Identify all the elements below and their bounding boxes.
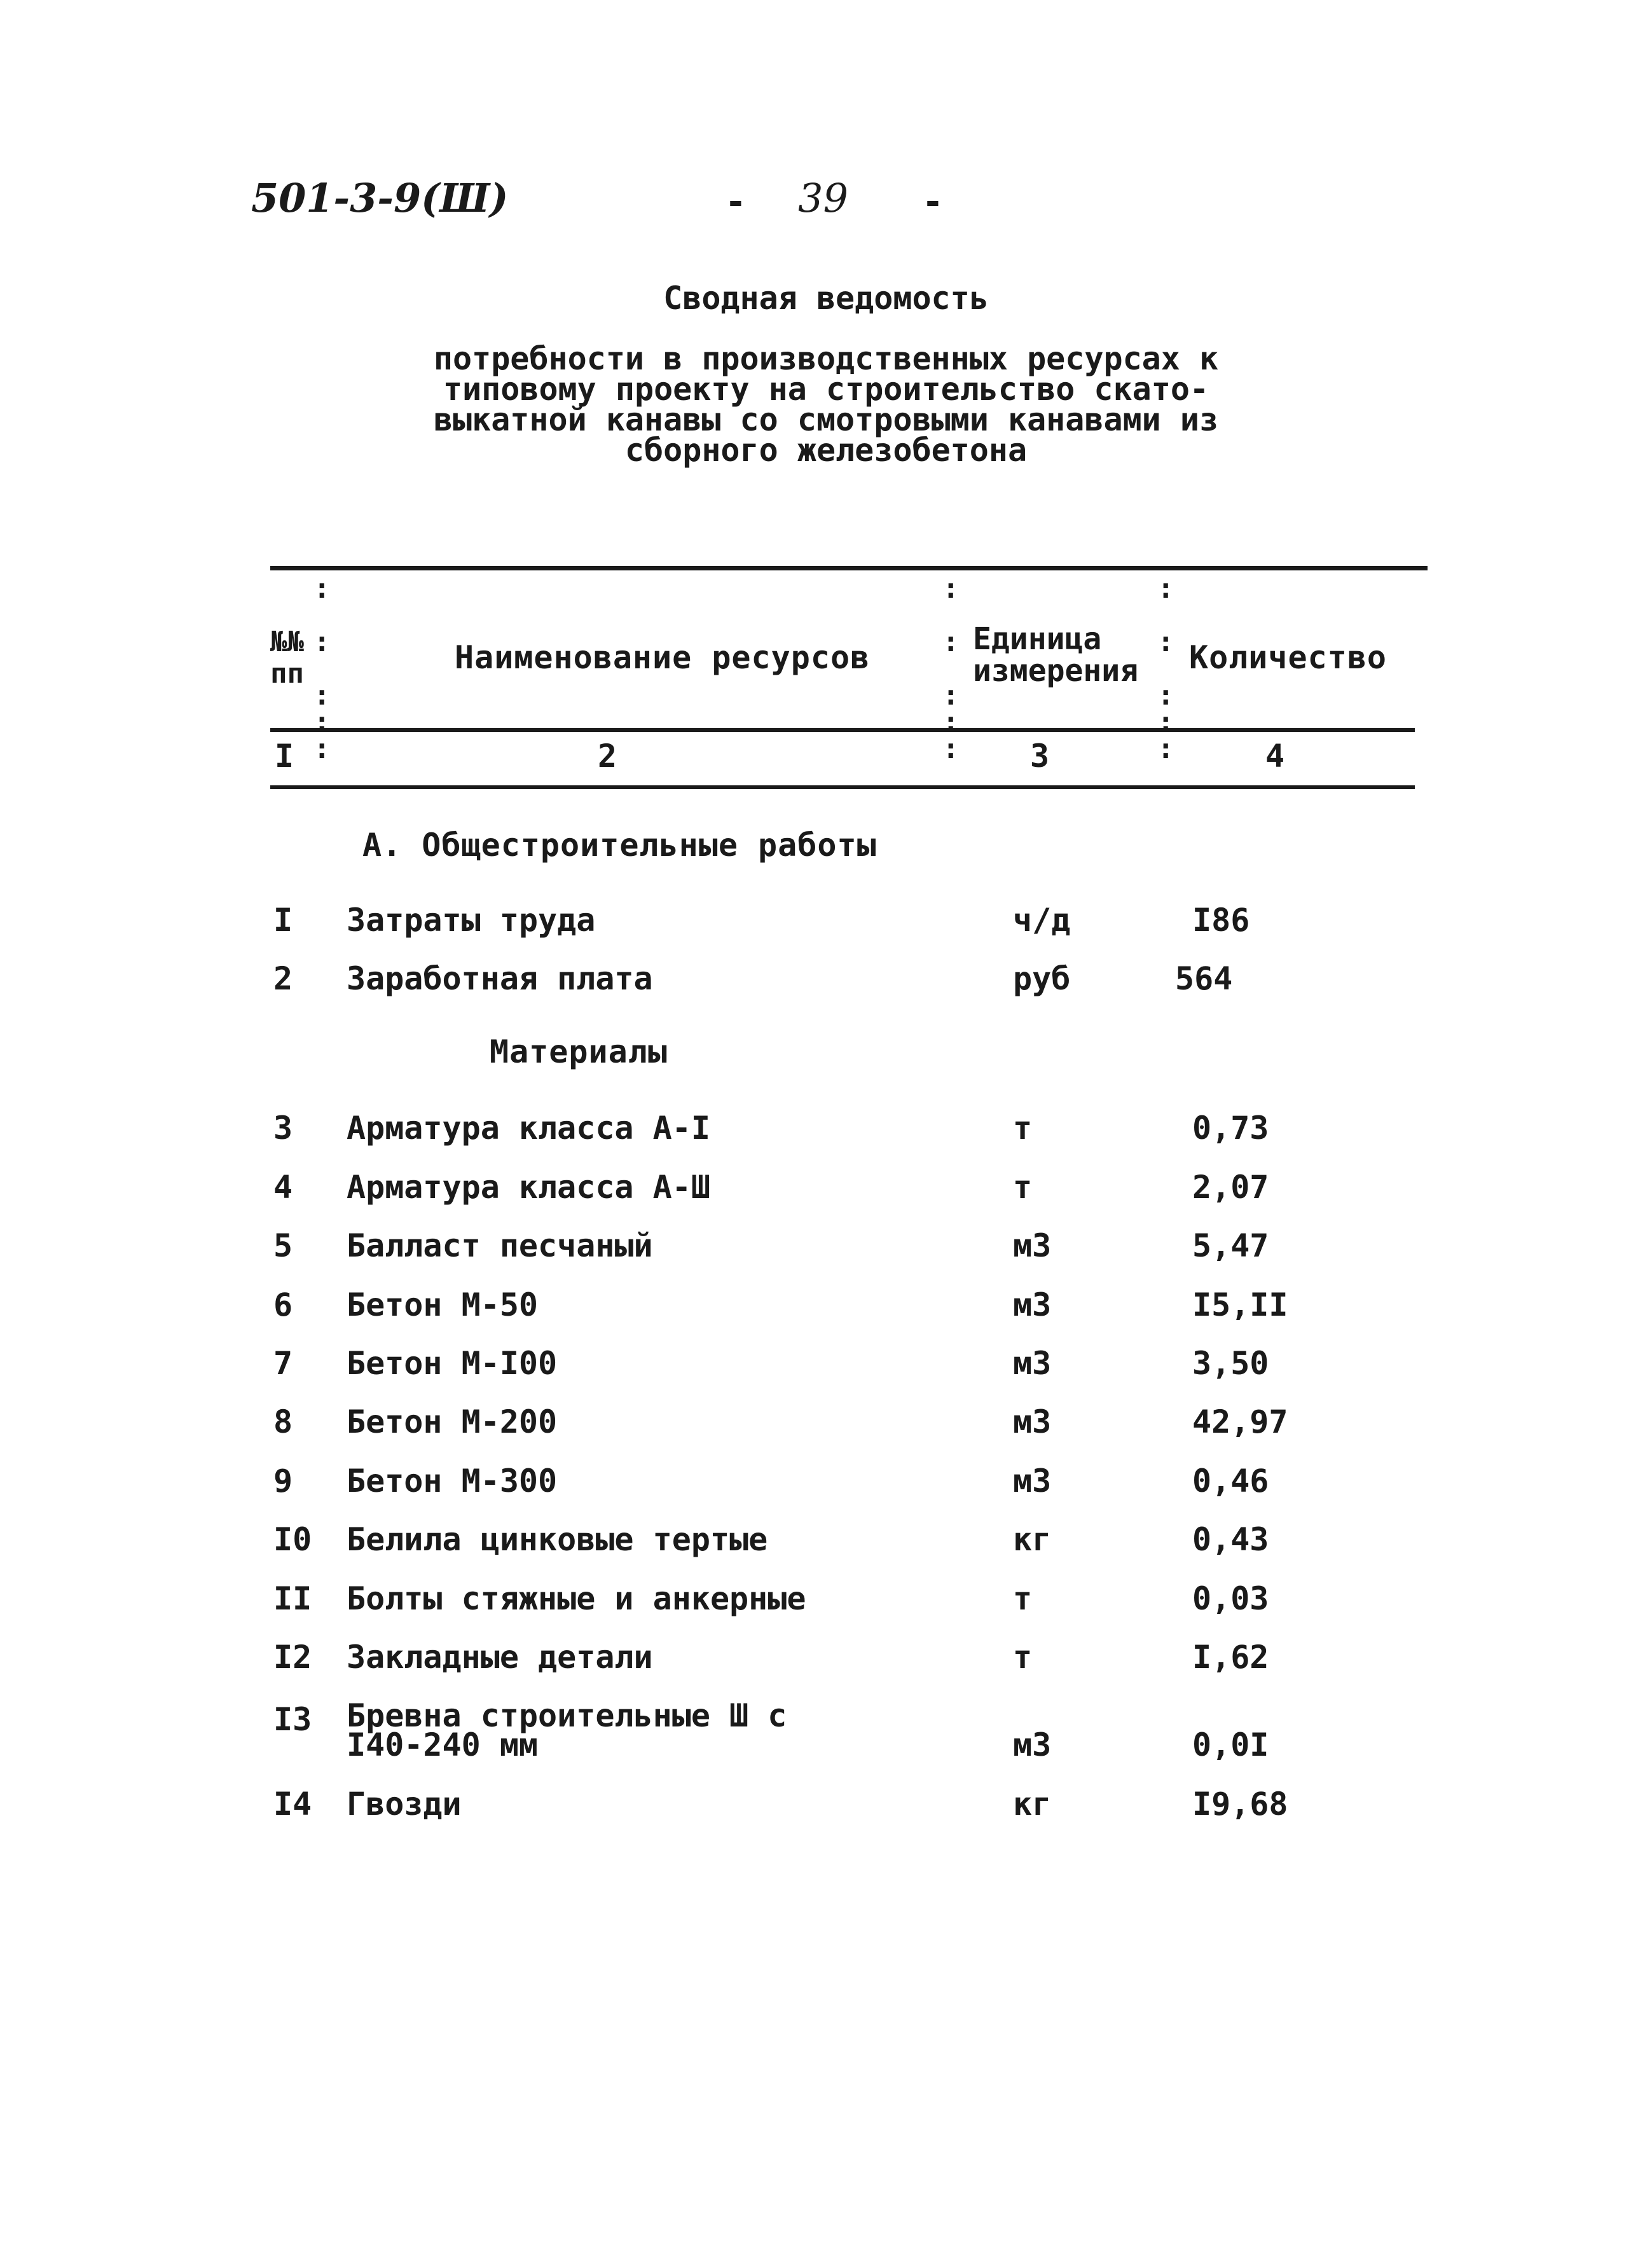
row-quantity: I5,II [1192,1286,1288,1323]
row-name: Бетон М-I00 [347,1345,558,1382]
subtitle-line: выкатной канавы со смотровыми канавами из [433,401,1219,438]
row-name [347,1697,787,1763]
document-title: Сводная ведомость [663,280,989,317]
column-number: I [275,738,295,775]
row-quantity: 0,43 [1192,1521,1269,1558]
document-code: 501-3-9(Ш) [251,175,509,221]
materials-heading: Материалы [490,1033,668,1070]
row-unit: м3 [1013,1726,1052,1763]
column-separator: : : : : : [942,572,960,765]
row-unit: ч/д [1013,902,1071,939]
subtitle-line: сборного железобетона [624,432,1028,469]
row-unit: кг [1013,1521,1052,1558]
row-unit: м3 [1013,1463,1052,1499]
row-number: I4 [273,1786,312,1822]
row-quantity: 0,0I [1192,1726,1269,1763]
header-number [270,626,304,690]
table-top-rule [270,566,1428,570]
row-number: 6 [273,1286,293,1323]
row-number: 4 [273,1169,293,1206]
header-unit [973,623,1138,687]
row-quantity: I86 [1192,902,1250,939]
header-name: Наименование ресурсов [455,639,871,676]
row-name: Арматура класса А-Ш [347,1169,710,1206]
row-unit: т [1013,1580,1033,1617]
row-name: Закладные детали [347,1639,653,1676]
row-quantity: 2,07 [1192,1169,1269,1206]
header-unit-line1: Единица [973,621,1102,657]
row-unit: м3 [1013,1286,1052,1323]
row-number: 3 [273,1110,293,1147]
table-header-rule [270,728,1415,732]
page-number: 39 [798,175,848,221]
row-number: 5 [273,1227,293,1264]
row-unit: м3 [1013,1227,1052,1264]
row-quantity: 3,50 [1192,1345,1269,1382]
table-colnum-rule [270,785,1415,789]
column-separator: : : : : : [1157,572,1174,765]
document-subtitle [0,340,1652,469]
row-name: Гвозди [347,1786,462,1822]
row-number: I [273,902,293,939]
subtitle-line: потребности в производственных ресурсах к [433,340,1219,377]
column-number: 4 [1265,738,1286,775]
row-number: 9 [273,1463,293,1499]
header-unit-line2: измерения [973,653,1139,689]
row-name: Арматура класса А-I [347,1110,710,1147]
row-unit: кг [1013,1786,1052,1822]
row-name-line2: I40-240 мм [347,1726,539,1763]
column-separator: : : : : : [313,572,331,765]
row-name: Болты стяжные и анкерные [347,1580,806,1617]
row-quantity: 564 [1175,960,1233,997]
subtitle-line: типовому проекту на строительство скато- [443,371,1209,408]
page-dash-left: - [725,181,747,223]
row-name: Затраты труда [347,902,596,939]
row-number: I0 [273,1521,312,1558]
row-quantity: 0,46 [1192,1463,1269,1499]
row-number: 2 [273,960,293,997]
row-quantity: 42,97 [1192,1403,1288,1440]
row-quantity: I9,68 [1192,1786,1288,1822]
row-name: Бетон М-300 [347,1463,558,1499]
column-number: 2 [598,738,618,775]
header-quantity: Количество [1189,639,1387,676]
row-name: Заработная плата [347,960,653,997]
row-number: 7 [273,1345,293,1382]
row-number: I3 [273,1701,312,1738]
row-quantity: 5,47 [1192,1227,1269,1264]
row-name: Бетон М-200 [347,1403,558,1440]
row-name: Белила цинковые тертые [347,1521,768,1558]
row-unit: т [1013,1110,1033,1147]
row-number: II [273,1580,312,1617]
row-unit: т [1013,1639,1033,1676]
row-unit: м3 [1013,1345,1052,1382]
row-quantity: 0,73 [1192,1110,1269,1147]
header-number-line1: №№ [270,626,304,658]
row-number: I2 [273,1639,312,1676]
row-name-line1: Бревна строительные Ш с [347,1697,787,1734]
row-number: 8 [273,1403,293,1440]
page-dash-right: - [922,181,944,223]
row-name: Балласт песчаный [347,1227,653,1264]
row-quantity: I,62 [1192,1639,1269,1676]
header-number-line2: пп [270,658,304,690]
section-heading: А. Общестроительные работы [362,827,877,864]
row-unit: руб [1013,960,1071,997]
column-number: 3 [1030,738,1050,775]
row-name: Бетон М-50 [347,1286,539,1323]
row-quantity: 0,03 [1192,1580,1269,1617]
row-unit: м3 [1013,1403,1052,1440]
row-unit: т [1013,1169,1033,1206]
